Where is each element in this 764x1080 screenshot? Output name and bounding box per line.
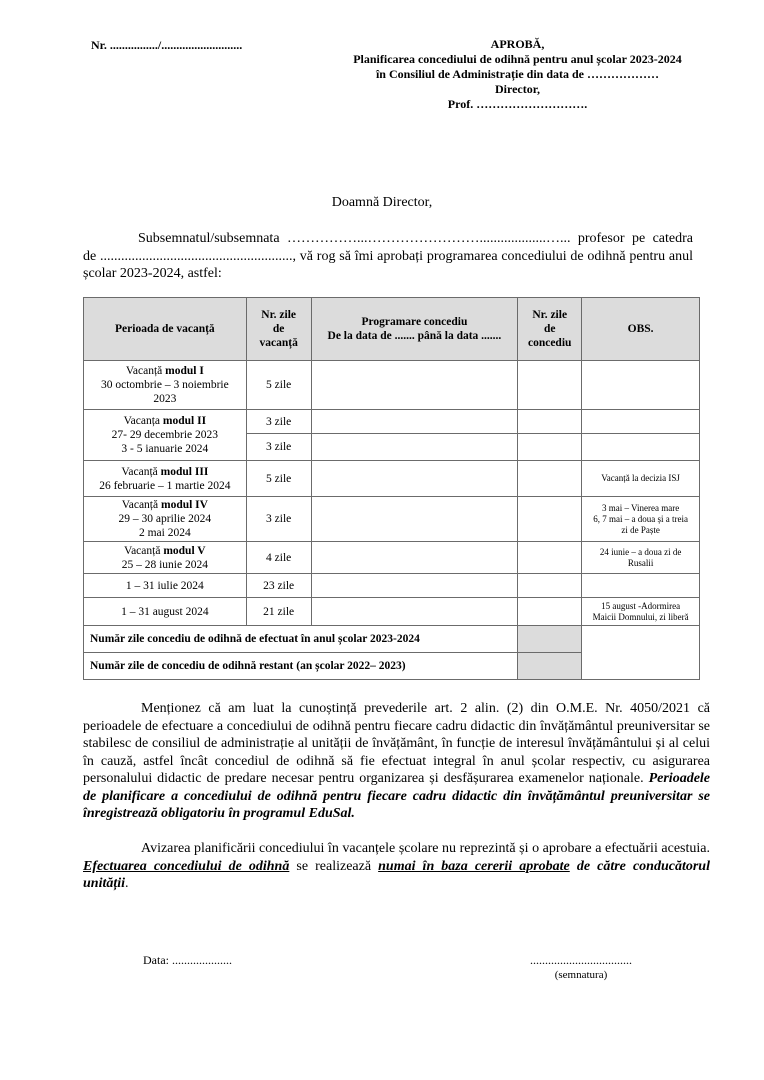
schedule-input-cell[interactable]	[311, 434, 518, 461]
summary-label-current: Număr zile concediu de odihnă de efectuat în anul școlar 2023-2024	[84, 626, 518, 653]
registration-number: Nr. ................/...........................	[91, 38, 243, 52]
signature-line[interactable]: ..................................	[530, 953, 632, 967]
signature-caption: (semnatura)	[554, 969, 608, 981]
notice-emphasis-3: de către conducătorul unității	[83, 858, 710, 891]
edusal-notice: Perioadele de planificare a concediului de odihnă pentru fiecare cadru didactic din învățământul preuniversitar se înregistrează obligatoriu în programul EduSal.	[83, 771, 711, 821]
period-cell: 1 – 31 august 2024	[84, 598, 247, 626]
header-period: Perioada de vacanță	[84, 298, 247, 361]
vacation-table	[83, 297, 700, 680]
leave-days-input-cell[interactable]	[518, 497, 582, 542]
approve-title: APROBĂ,	[490, 37, 545, 51]
leave-days-input-cell[interactable]	[518, 361, 582, 410]
header-schedule: Programare concediu De la data de ....... până la data .......	[311, 298, 518, 361]
summary-label-restant: Număr zile de concediu de odihnă restant (an școlar 2022– 2023)	[84, 653, 518, 680]
period-cell: Vacanța modul II 27- 29 decembrie 2023 3 - 5 ianuarie 2024	[84, 410, 247, 461]
legal-text: Menționez că am luat la cunoștință prevederile art. 2 alin. (2) din O.M.E. Nr. 4050/2021 că perioadele de efectuare a concediului de odihnă pentru fiecare cadru didactic din învățământul preuniversitar se stabilesc de consiliul de administrație al unității de învățământ, în funcție de interesul învățământului și al celui în cauză, astfel încât concediul de odihnă să fie efectuat integral în anul școlar respectiv, cu asigurarea personalului didactic de predare necesar pentru organizarea și desfășurarea examenelor naționale.	[83, 701, 710, 786]
obs-cell[interactable]	[582, 434, 700, 461]
obs-cell: 15 august -Adormirea Maicii Domnului, zi liberă	[582, 598, 700, 626]
obs-cell: 3 mai – Vinerea mare 6, 7 mai – a doua și a treia zi de Paște	[582, 497, 700, 542]
obs-cell[interactable]	[582, 410, 700, 434]
header-obs: OBS.	[582, 298, 700, 361]
approve-line-plan: Planificarea concediului de odihnă pentru anul școlar 2023-2024	[353, 52, 682, 66]
schedule-input-cell[interactable]	[311, 542, 518, 574]
obs-cell: Vacanță la decizia ISJ	[582, 461, 700, 497]
notice-emphasis-1: Efectuarea concediului de odihnă	[83, 858, 290, 874]
period-cell: 1 – 31 iulie 2024	[84, 574, 247, 598]
intro-text: Subsemnatul/subsemnata ……………...……………………...................…... profesor pe catedra de ......................................................., vă rog să îmi aprobați programarea concediului de odihnă pentru anul școlar 2023-2024, astfel:	[83, 231, 693, 281]
signature-block	[514, 953, 648, 981]
table-row	[84, 410, 700, 434]
header-vacation-days: Nr. zile de vacanță	[246, 298, 311, 361]
date-field[interactable]: Data: ....................	[143, 953, 232, 967]
vacation-days-cell: 5 zile	[246, 461, 311, 497]
schedule-input-cell[interactable]	[311, 598, 518, 626]
schedule-input-cell[interactable]	[311, 497, 518, 542]
schedule-input-cell[interactable]	[311, 574, 518, 598]
table-row	[84, 497, 700, 542]
header-leave-days: Nr. zile de concediu	[518, 298, 582, 361]
leave-days-input-cell[interactable]	[518, 542, 582, 574]
leave-days-input-cell[interactable]	[518, 574, 582, 598]
approve-line-council: în Consiliul de Administrație din data de ………………	[375, 67, 660, 81]
salutation: Doamnă Director,	[331, 195, 433, 210]
vacation-days-cell: 4 zile	[246, 542, 311, 574]
intro-paragraph	[83, 230, 693, 283]
notice-emphasis-2: numai în baza cererii aprobate	[378, 858, 570, 874]
vacation-days-cell: 3 zile	[246, 434, 311, 461]
schedule-input-cell[interactable]	[311, 410, 518, 434]
period-cell: Vacanță modul III 26 februarie – 1 martie 2024	[84, 461, 247, 497]
summary-value-current[interactable]	[518, 626, 582, 653]
approve-line-director: Director,	[495, 82, 540, 96]
obs-cell[interactable]	[582, 361, 700, 410]
leave-days-input-cell[interactable]	[518, 461, 582, 497]
vacation-days-cell: 3 zile	[246, 497, 311, 542]
period-cell: Vacanță modul I 30 octombrie – 3 noiembrie 2023	[84, 361, 247, 410]
obs-cell: 24 iunie – a doua zi de Rusalii	[582, 542, 700, 574]
summary-value-restant[interactable]	[518, 653, 582, 680]
summary-obs-cell[interactable]	[582, 626, 700, 680]
vacation-days-cell: 23 zile	[246, 574, 311, 598]
period-cell: Vacanță modul V 25 – 28 iunie 2024	[84, 542, 247, 574]
table-row	[84, 461, 700, 497]
schedule-input-cell[interactable]	[311, 361, 518, 410]
leave-days-input-cell[interactable]	[518, 598, 582, 626]
legal-paragraph	[83, 700, 710, 823]
obs-cell[interactable]	[582, 574, 700, 598]
table-row	[84, 542, 700, 574]
vacation-days-cell: 21 zile	[246, 598, 311, 626]
table-row	[84, 574, 700, 598]
table-row	[84, 361, 700, 410]
approval-notice-paragraph: Avizarea planificării concediului în vacanțele școlare nu reprezintă și o aprobare a efectuării acestuia. Efectuarea concediului de odihnă se realizează numai în baza cererii aprobate de către conducătorul unității.	[83, 841, 710, 891]
vacation-days-cell: 5 zile	[246, 361, 311, 410]
approve-line-prof: Prof. ……………………….	[447, 97, 588, 111]
leave-days-input-cell[interactable]	[518, 434, 582, 461]
leave-days-input-cell[interactable]	[518, 410, 582, 434]
schedule-input-cell[interactable]	[311, 461, 518, 497]
table-row	[84, 598, 700, 626]
period-cell: Vacanță modul IV 29 – 30 aprilie 2024 2 mai 2024	[84, 497, 247, 542]
summary-row-current	[84, 626, 700, 653]
approval-block	[320, 37, 715, 112]
vacation-days-cell: 3 zile	[246, 410, 311, 434]
